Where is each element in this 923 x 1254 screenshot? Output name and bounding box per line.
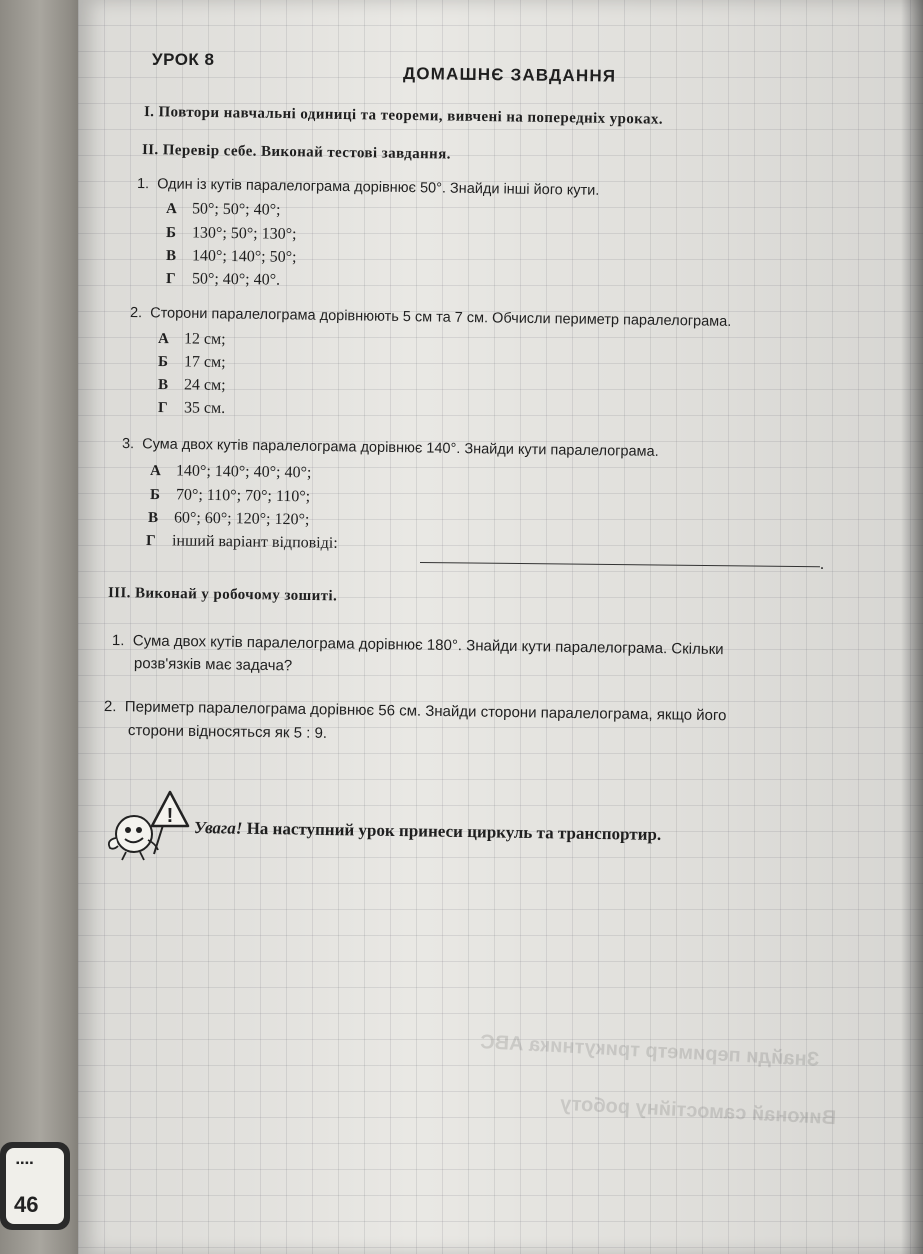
svg-text:!: ! [166,805,174,827]
page-title: ДОМАШНЄ ЗАВДАННЯ [402,64,617,86]
option-text: інший варіант відповіді: [171,532,338,552]
answer-option [158,353,226,372]
calculator-icon [6,1148,64,1224]
option-letter: Г [145,533,156,550]
test-text: Один із кутів паралелограма дорівнює 50°. Знайди інші його кути. [157,176,600,199]
blank-period: . [820,556,824,573]
option-text: 140°; 140°; 50°; [191,247,297,266]
answer-option [158,330,226,349]
answer-option [148,509,310,529]
option-text: 70°; 110°; 70°; 110°; [175,486,311,506]
task-1-line-2: розв'язків має задача? [133,655,293,675]
option-text: 50°; 40°; 40°. [191,270,281,289]
option-letter: Г [165,271,176,288]
mascot-warning-icon [104,788,190,864]
option-text: 24 см; [183,376,226,395]
answer-option [166,224,297,244]
option-letter: В [165,248,177,265]
option-text: 130°; 50°; 130°; [191,224,297,243]
test-number: 3. [121,436,135,453]
task-number: 1. [111,632,125,650]
task-text: Сума двох кутів паралелограма дорівнює 180°. Знайди кути паралелограма. Скільки [132,632,724,659]
answer-option [166,247,297,267]
answer-option [158,399,225,418]
page-shadow [901,0,923,1254]
answer-option [146,532,338,553]
bleed-through-text: Знайди периметр трикутника ABC [479,1031,820,1071]
task-number: 2. [103,698,117,716]
option-text: 50°; 50°; 40°; [191,200,281,219]
answer-option [166,200,281,220]
option-letter: Б [165,225,177,242]
test-text: Сума двох кутів паралелограма дорівнює 140°. Знайди кути паралелограма. [142,436,659,460]
bleed-through-text: Виконай самостійну роботу [559,1092,837,1130]
option-text: 17 см; [183,353,226,372]
option-text: 60°; 60°; 120°; 120°; [173,509,310,529]
page-number-badge [0,1142,70,1230]
option-text: 12 см; [183,330,226,349]
task-2-line-2: сторони відносяться як 5 : 9. [127,722,328,742]
option-letter: В [147,510,159,527]
option-letter: Б [149,487,161,504]
task-text: Периметр паралелограма дорівнює 56 см. Знайди сторони паралелограма, якщо його [124,698,727,725]
option-letter: Б [157,354,169,371]
page-number: 46 [14,1192,39,1217]
answer-option [150,486,310,506]
option-text: 140°; 140°; 40°; 40°; [175,462,312,482]
option-letter: В [157,377,169,394]
option-letter: А [165,201,177,218]
answer-option [158,376,226,395]
answer-option [150,462,312,482]
test-number: 1. [136,176,150,193]
section-3: ІІІ. Виконай у робочому зошиті. [107,585,338,605]
lesson-label: УРОК 8 [152,50,215,69]
answer-option [166,270,280,290]
test-text: Сторони паралелограма дорівнюють 5 см та 7 см. Обчисли периметр паралелограма. [150,305,732,330]
section-1: І. Повтори навчальні одиниці та теореми, вивчені на попередніх уроках. [143,104,664,128]
test-number: 2. [129,305,143,322]
calculator-keys: ▪▪▪▪ [16,1158,35,1169]
option-letter: Г [157,400,168,417]
section-2: ІІ. Перевір себе. Виконай тестові завдання. [141,142,451,163]
warning-text: На наступний урок принеси циркуль та транспортир. [242,818,662,844]
option-text: 35 см. [183,399,226,417]
warning-lead: Увага! [193,818,243,838]
option-letter: А [149,463,161,480]
option-letter: А [157,331,169,348]
